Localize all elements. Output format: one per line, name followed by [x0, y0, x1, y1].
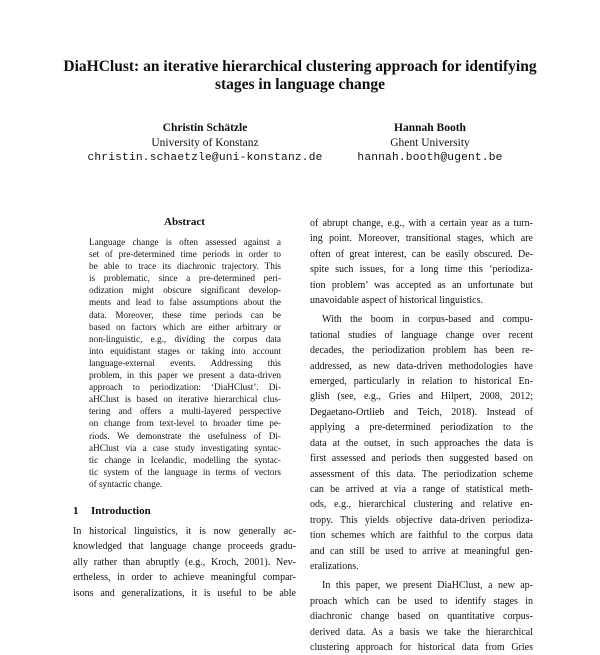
author-block-2 [330, 121, 530, 166]
text-line: ertheless, in order to achieve meaningful compar- [73, 572, 296, 584]
text-line: decades, the periodization problem has been re- [310, 345, 533, 357]
text-line: data at the outset, in such approaches the data is [310, 437, 533, 449]
text-line: problem, in this paper we present a data-driven [89, 370, 281, 381]
text-line: of syntactic change. [89, 478, 163, 489]
author-block-1 [70, 121, 340, 166]
author-email: christin.schaetzle@uni-konstanz.de [87, 152, 323, 164]
section-heading [73, 505, 296, 517]
text-line: knowledged that language change proceeds gradu- [73, 541, 296, 553]
text-line: of abrupt change, e.g., with a certain year as a turn- [310, 218, 533, 229]
text-line: first assessed and periods then suggested based on [310, 453, 533, 465]
text-line: approach to periodization: ‘DiaHClust’. Di- [89, 382, 281, 393]
text-line: unavoidable aspect of historical linguistics. [310, 295, 484, 307]
text-line: diachronic change based on quantitative corpus- [310, 611, 533, 623]
text-line: spite such issues, for a long time this ‘periodiza- [310, 264, 533, 276]
text-line: aHClust via a case study investigating syntac- [89, 442, 281, 453]
text-line: riods. We demonstrate the usefulness of Di- [89, 430, 281, 441]
text-line: ods, e.g., hierarchical clustering and relative en- [310, 499, 533, 511]
body-paragraph [310, 312, 533, 574]
text-line: on change from text-level to broader time pe- [89, 418, 281, 429]
text-line: tion schemes which are faithful to the corpus data [310, 530, 533, 542]
body-paragraph [310, 216, 533, 308]
text-line: tic change in Icelandic, modelling the syntac- [89, 454, 281, 465]
text-line: ing point. Moreover, transitional stages, which are [310, 233, 533, 245]
text-line: tic system of the language in terms of vectors [89, 466, 281, 477]
text-line: In historical linguistics, it is now generally ac- [73, 525, 296, 537]
text-line: clustering approach for historical data from Gries [310, 641, 533, 653]
author-name: Hannah Booth [394, 122, 466, 134]
text-line: assessment of this data. The periodization scheme [310, 468, 533, 480]
text-line: aHClust is based on iterative hierarchical clus- [89, 394, 281, 405]
text-line: be able to trace its diachronic trajectory. This [89, 261, 281, 272]
text-line: Language change is often assessed against a [89, 237, 281, 247]
text-line: tering and offers a multi-layered perspective [89, 406, 281, 417]
text-line: often of great interest, can be easily obscured. De- [310, 248, 533, 260]
left-column [73, 216, 296, 601]
text-line: based on factors which are either arbitrary or [89, 321, 281, 332]
intro-paragraph [73, 524, 296, 601]
author-affiliation: University of Konstanz [151, 137, 259, 149]
text-line: proach which can be used to identify stages in [310, 595, 533, 607]
body-paragraph [310, 578, 533, 655]
text-line: data. Moreover, these time periods can be [89, 309, 281, 320]
text-line: applying a pre-determined periodization to the [310, 422, 533, 434]
text-line: Degaetano-Ortlieb and Teich, 2018). Instead of [310, 406, 533, 418]
text-line: emerged, particularly in relation to historical En- [310, 376, 533, 388]
text-line: tion problem’ was accepted as an unfortunate but [310, 279, 533, 291]
text-line: is problematic, since a pre-determined peri- [89, 273, 281, 284]
text-line: into equidistant stages or taking into account [89, 345, 281, 356]
title-line: DiaHClust: an iterative hierarchical clustering approach for identifying [63, 58, 537, 75]
author-affiliation: Ghent University [390, 137, 470, 149]
section-title: Introduction [91, 504, 151, 517]
text-line: tropy. This yields objective data-driven periodiza- [310, 514, 533, 526]
text-line: can be arrived at via a range of statistical meth- [310, 483, 533, 495]
text-line: With the boom in corpus-based and compu- [322, 314, 533, 326]
text-line: eralizations. [310, 560, 359, 572]
text-line: and can still be used to arrive at meaningful gen- [310, 545, 533, 557]
text-line: non-linguistic, e.g., dividing the corpus data [89, 333, 281, 344]
text-line: language-external events. Addressing this [89, 357, 281, 368]
text-line: glish (see, e.g., Gries and Hilpert, 2008, 2012; [310, 391, 533, 403]
author-name: Christin Schätzle [162, 122, 248, 134]
text-line: set of pre-determined time periods in order to [89, 249, 281, 260]
abstract-body [89, 236, 281, 490]
text-line: ally rather than abruptly (e.g., Kroch, 2001). Nev- [73, 556, 296, 568]
title-line: stages in language change [214, 76, 386, 93]
text-line: isons and generalizations, it is useful to be able [73, 587, 296, 599]
paper-title [60, 58, 540, 94]
author-email: hannah.booth@ugent.be [357, 152, 503, 164]
abstract-heading: Abstract [164, 216, 205, 228]
text-line: In this paper, we present DiaHClust, a new ap- [322, 580, 533, 592]
text-line: derived data. As a basis we take the hierarchical [310, 626, 533, 638]
text-line: addressed, as new data-driven methodologies have [310, 360, 533, 372]
text-line: ments and lead to false assumptions about the [89, 297, 281, 308]
right-column [310, 216, 533, 655]
text-line: odization might obscure significant develop- [89, 285, 281, 296]
section-number: 1 [73, 504, 79, 517]
text-line: tational studies of language change over recent [310, 329, 533, 341]
